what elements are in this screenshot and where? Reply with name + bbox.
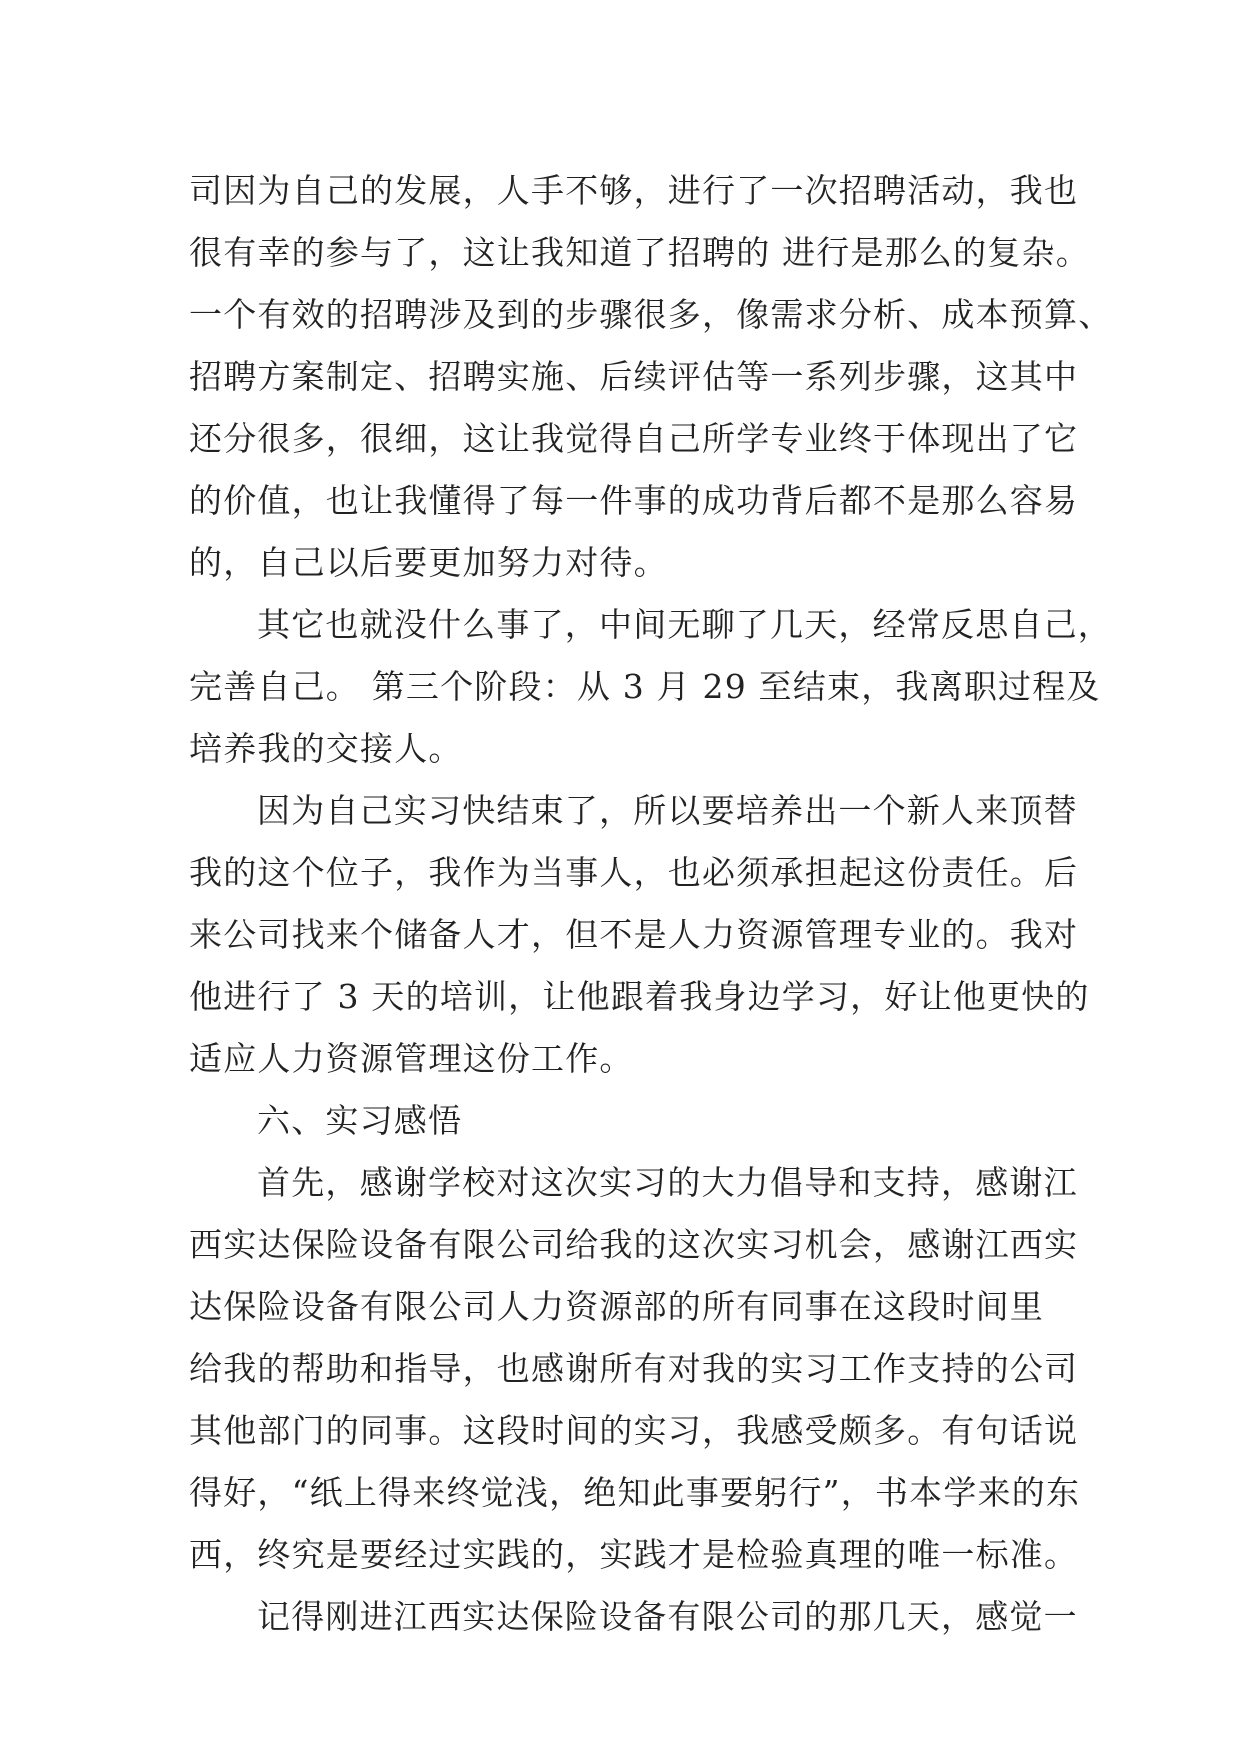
text-line: 司因为自己的发展，人手不够，进行了一次招聘活动，我也 [189, 171, 1079, 210]
text-line: 的，自己以后要更加努力对待。 [189, 543, 668, 582]
text-line: 给我的帮助和指导，也感谢所有对我的实习工作支持的公司 [189, 1349, 1079, 1388]
text-line: 达保险设备有限公司人力资源部的所有同事在这段时间里 [189, 1287, 1044, 1326]
section-heading: 六、实习感悟 [257, 1101, 463, 1140]
paragraph-first-line: 因为自己实习快结束了，所以要培养出一个新人来顶替 [257, 791, 1078, 830]
paragraph-first-line: 其它也就没什么事了，中间无聊了几天，经常反思自己， [257, 605, 1112, 644]
text-line: 还分很多，很细，这让我觉得自己所学专业终于体现出了它 [189, 419, 1079, 458]
text-line: 来公司找来个储备人才，但不是人力资源管理专业的。我对 [189, 915, 1079, 954]
text-line: 西实达保险设备有限公司给我的这次实习机会，感谢江西实 [189, 1225, 1079, 1264]
text-line: 很有幸的参与了，这让我知道了招聘的 进行是那么的复杂。 [189, 233, 1090, 272]
text-line: 的价值，也让我懂得了每一件事的成功背后都不是那么容易 [189, 481, 1079, 520]
text-line: 招聘方案制定、招聘实施、后续评估等一系列步骤，这其中 [189, 357, 1079, 396]
text-line: 一个有效的招聘涉及到的步骤很多，像需求分析、成本预算、 [189, 295, 1113, 334]
text-line: 我的这个位子，我作为当事人，也必须承担起这份责任。后 [189, 853, 1079, 892]
text-line: 其他部门的同事。这段时间的实习，我感受颇多。有句话说 [189, 1411, 1079, 1450]
text-line: 他进行了 3 天的培训，让他跟着我身边学习，好让他更快的 [189, 977, 1090, 1016]
text-line: 培养我的交接人。 [189, 729, 463, 768]
text-line: 完善自己。 第三个阶段：从 3 月 29 至结束，我离职过程及 [189, 667, 1101, 706]
paragraph-first-line: 记得刚进江西实达保险设备有限公司的那几天，感觉一 [257, 1597, 1078, 1636]
paragraph-first-line: 首先，感谢学校对这次实习的大力倡导和支持，感谢江 [257, 1163, 1078, 1202]
text-line: 得好，“纸上得来终觉浅，绝知此事要躬行”，书本学来的东 [189, 1473, 1081, 1512]
text-line: 适应人力资源管理这份工作。 [189, 1039, 634, 1078]
text-line: 西，终究是要经过实践的，实践才是检验真理的唯一标准。 [189, 1535, 1079, 1574]
